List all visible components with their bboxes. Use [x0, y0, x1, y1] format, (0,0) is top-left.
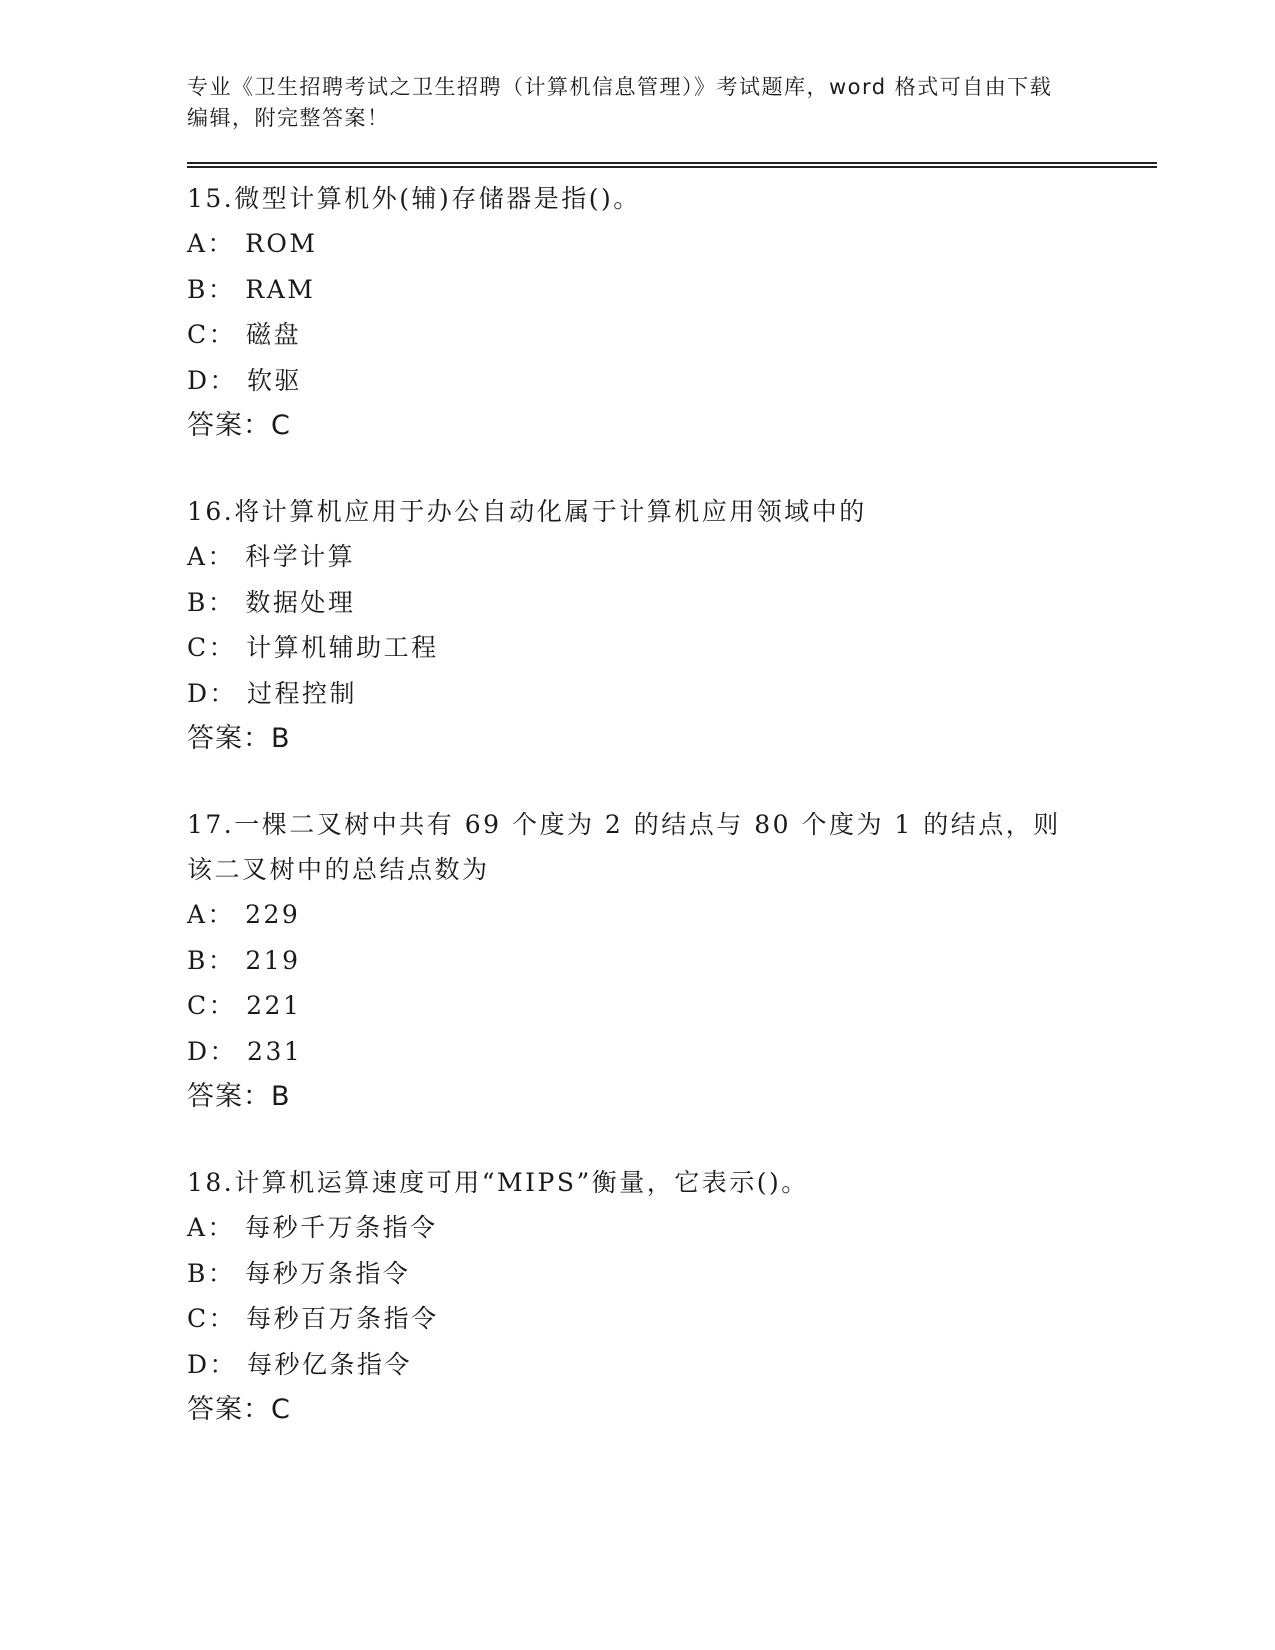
option-key: D：: [187, 1036, 238, 1066]
option-key: B：: [187, 587, 236, 617]
option-text: 231: [247, 1036, 303, 1066]
question-stem: 17.一棵二叉树中共有 69 个度为 2 的结点与 80 个度为 1 的结点，则该二叉树中的总结点数为: [187, 810, 1061, 884]
question-item: [187, 489, 1157, 762]
option-d: [187, 1342, 1157, 1388]
option-text: RAM: [245, 274, 316, 304]
answer-line: 答案：B: [187, 723, 291, 754]
option-b: [187, 938, 1157, 984]
option-key: C：: [187, 320, 237, 349]
option-text: 每秒百万条指令: [246, 1304, 439, 1333]
option-key: A：: [187, 229, 236, 258]
answer-line: 答案：B: [187, 1081, 291, 1112]
document-intro: 专业《卫生招聘考试之卫生招聘（计算机信息管理）》考试题库，word 格式可自由下载编辑，附完整答案！: [187, 75, 1053, 130]
question-item: [187, 1160, 1157, 1433]
option-c: [187, 983, 1157, 1029]
option-key: D：: [187, 1349, 238, 1379]
option-key: C：: [187, 633, 237, 662]
option-d: [187, 358, 1157, 404]
option-text: 软驱: [247, 365, 303, 395]
option-d: [187, 1029, 1157, 1075]
question-stem: 18.计算机运算速度可用“MIPS”衡量，它表示()。: [187, 1168, 809, 1197]
option-text: 数据处理: [245, 587, 356, 617]
option-b: [187, 267, 1157, 313]
document-page: [187, 72, 1157, 1473]
option-c: [187, 312, 1157, 358]
option-text: 每秒亿条指令: [247, 1349, 413, 1379]
option-text: 每秒千万条指令: [245, 1213, 438, 1242]
option-key: B：: [187, 1258, 236, 1288]
option-b: [187, 1251, 1157, 1297]
question-stem: 15.微型计算机外(辅)存储器是指()。: [187, 184, 641, 213]
option-key: D：: [187, 678, 238, 708]
option-a: [187, 534, 1157, 580]
option-c: [187, 1296, 1157, 1342]
question-list: [187, 176, 1157, 1433]
option-key: A：: [187, 542, 236, 571]
option-text: 229: [245, 900, 301, 929]
option-a: [187, 1205, 1157, 1251]
option-text: 科学计算: [245, 542, 356, 571]
option-text: 磁盘: [246, 320, 302, 349]
answer-line: 答案：C: [187, 410, 291, 441]
option-a: [187, 221, 1157, 267]
option-text: ROM: [245, 229, 318, 258]
option-b: [187, 580, 1157, 626]
option-key: A：: [187, 1213, 236, 1242]
option-text: 过程控制: [247, 678, 358, 708]
option-key: D：: [187, 365, 238, 395]
question-item: [187, 176, 1157, 449]
option-key: B：: [187, 945, 236, 975]
option-key: B：: [187, 274, 236, 304]
option-a: [187, 892, 1157, 938]
option-text: 221: [246, 991, 302, 1020]
option-text: 计算机辅助工程: [246, 633, 439, 662]
option-key: C：: [187, 1304, 237, 1333]
question-item: [187, 802, 1157, 1120]
option-text: 219: [245, 945, 301, 975]
option-key: C：: [187, 991, 237, 1020]
answer-line: 答案：C: [187, 1394, 291, 1425]
option-c: [187, 625, 1157, 671]
question-stem: 16.将计算机应用于办公自动化属于计算机应用领域中的: [187, 497, 867, 526]
header-divider: [187, 162, 1157, 168]
option-d: [187, 671, 1157, 717]
option-key: A：: [187, 900, 236, 929]
option-text: 每秒万条指令: [245, 1258, 411, 1288]
